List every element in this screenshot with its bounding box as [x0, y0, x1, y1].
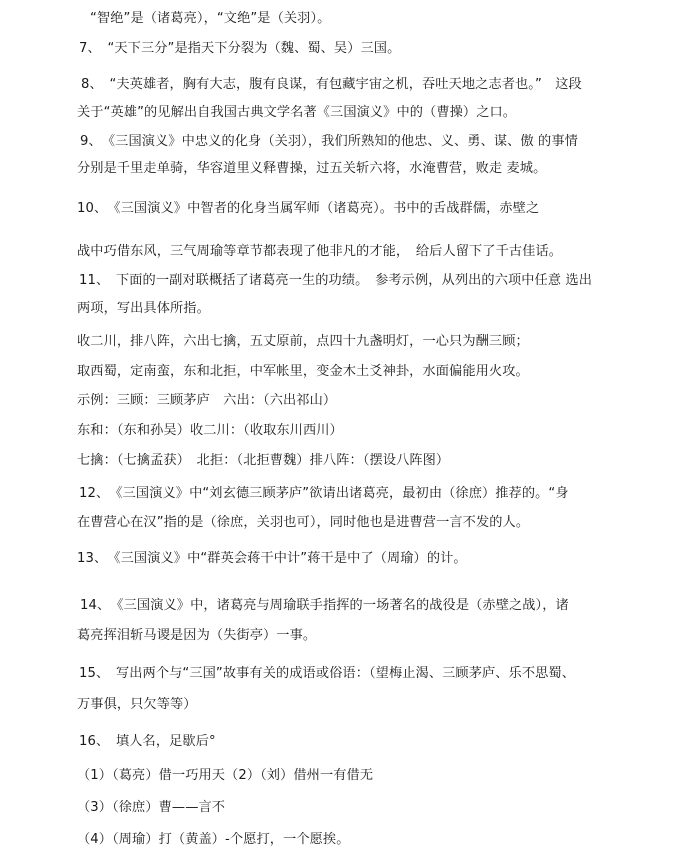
text-line: 关于“英雄”的见解出自我国古典文学名著《三国演义》中的（曹操）之口。 — [77, 105, 517, 120]
text-line: 14、 《三国演义》中，诸葛亮与周瑜联手指挥的一场著名的战役是（赤壁之战），诸 — [80, 598, 569, 613]
text-line: 13、 《三国演义》中“群英会蒋干中计”蒋干是中了（周瑜）的计。 — [77, 551, 467, 566]
text-line: 12、 《三国演义》中“刘玄德三顾茅庐”欲请出诸葛亮，最初由（徐庶）推荐的。“身 — [79, 486, 569, 501]
text-line: 收二川，排八阵，六出七擒，五丈原前，点四十九盏明灯，一心只为酬三顾； — [77, 334, 529, 349]
text-line: （3）（徐庶）曹——言不 — [77, 800, 226, 815]
text-line: 7、 “天下三分”是指天下分裂为（魏、蜀、吴）三国。 — [79, 41, 401, 56]
text-line: （4）（周瑜）打（黄盖）-个愿打，一个愿挨。 — [77, 832, 350, 847]
text-line: 分别是千里走单骑，华容道里义释曹操，过五关斩六将，水淹曹营，败走 麦城。 — [77, 161, 547, 176]
text-line: 东和：（东和孙吴）收二川：（收取东川西川） — [77, 423, 343, 438]
text-line: “智绝”是（诸葛亮），“文绝”是（关羽）。 — [90, 11, 331, 26]
text-line: 8、 “夫英雄者，胸有大志，腹有良谋，有包藏宇宙之机，吞吐天地之志者也。” 这段 — [81, 77, 582, 92]
text-line: 两项，写出具体所指。 — [77, 301, 210, 316]
text-line: 示例：三顾：三顾茅庐 六出：（六出祁山） — [77, 393, 337, 408]
text-line: 9、 《三国演义》中忠义的化身（关羽），我们所熟知的他忠、义、勇、谋、傲 的事情 — [80, 134, 578, 149]
text-line: 七擒：（七擒孟获） 北拒：（北拒曹魏）排八阵：（摆设八阵图） — [77, 453, 450, 468]
text-line: （1）（葛亮）借一巧用天（2）（刘）借州一有借无 — [77, 768, 374, 783]
text-line: 11、 下面的一副对联概括了诸葛亮一生的功绩。 参考示例，从列出的六项中任意 选出 — [79, 273, 592, 288]
text-line: 葛亮挥泪斩马谡是因为（失街亭）一事。 — [77, 628, 317, 643]
text-line: 取西蜀，定南蛮，东和北拒，中军帐里，变金木土爻神卦，水面偏能用火攻。 — [77, 364, 529, 379]
text-line: 10、 《三国演义》中智者的化身当属军师（诸葛亮）。书中的舌战群儒，赤壁之 — [77, 201, 540, 216]
text-line: 战中巧借东风，三气周瑜等章节都表现了他非凡的才能， 给后人留下了千古佳话。 — [77, 244, 563, 259]
text-line: 16、 填人名，足歇后° — [79, 734, 216, 749]
text-line: 万事俱，只欠等等） — [77, 697, 197, 712]
text-line: 15、 写出两个与“三国”故事有关的成语或俗语：（望梅止渴、三顾茅庐、乐不思蜀、 — [79, 666, 575, 681]
text-line: 在曹营心在汉”指的是（徐庶，关羽也可），同时他也是进曹营一言不发的人。 — [77, 515, 530, 530]
